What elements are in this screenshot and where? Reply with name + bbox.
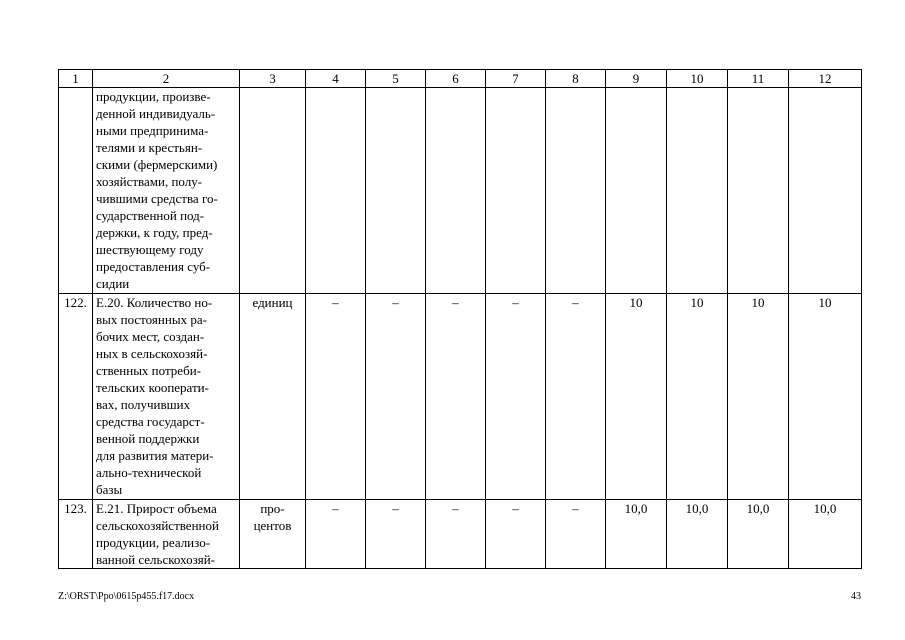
page-number: 43 — [851, 591, 861, 602]
value-cell: 10 — [606, 294, 667, 500]
value-cell: 10,0 — [606, 500, 667, 569]
row-number: 123. — [59, 500, 93, 569]
indicator-description: Е.21. Прирост объема сельскохозяйственной продукции, реализо- ванной сельскохозяй- — [93, 500, 240, 569]
value-cell: – — [486, 294, 546, 500]
row-number: 122. — [59, 294, 93, 500]
value-cell: 10 — [728, 294, 789, 500]
value-cell: – — [306, 294, 366, 500]
value-cell — [366, 88, 426, 294]
indicator-description: продукции, произве- денной индивидуаль- ными предпринима- телями и крестьян- скими (фермерскими) хозяйствами, полу- чившими средства го- сударственной под- держки, к году, пред- шествующему году предоставления суб- сидии — [93, 88, 240, 294]
value-cell — [426, 88, 486, 294]
table-row — [59, 294, 862, 500]
indicator-description: Е.20. Количество но- вых постоянных ра- бочих мест, создан- ных в сельскохозяй- ственных потреби- тельских кооперати- вах, получивших средства государст- венной поддержки для развития матери- ально-технической базы — [93, 294, 240, 500]
value-cell: 10 — [789, 294, 862, 500]
table-row — [59, 500, 862, 569]
value-cell: 10,0 — [667, 500, 728, 569]
value-cell: – — [546, 294, 606, 500]
header-cell: 6 — [426, 70, 486, 88]
value-cell: – — [426, 294, 486, 500]
value-cell — [606, 88, 667, 294]
header-cell: 9 — [606, 70, 667, 88]
header-cell: 4 — [306, 70, 366, 88]
value-cell — [546, 88, 606, 294]
value-cell: – — [486, 500, 546, 569]
value-cell — [486, 88, 546, 294]
data-table — [58, 69, 862, 569]
value-cell: – — [306, 500, 366, 569]
value-cell: 10,0 — [728, 500, 789, 569]
unit-cell: единиц — [240, 294, 306, 500]
value-cell — [789, 88, 862, 294]
header-cell: 11 — [728, 70, 789, 88]
value-cell: – — [546, 500, 606, 569]
header-cell: 5 — [366, 70, 426, 88]
value-cell: – — [366, 294, 426, 500]
header-cell: 10 — [667, 70, 728, 88]
table-row — [59, 88, 862, 294]
header-row — [59, 70, 862, 88]
header-cell: 3 — [240, 70, 306, 88]
unit-cell: про- центов — [240, 500, 306, 569]
unit-cell — [240, 88, 306, 294]
value-cell: 10,0 — [789, 500, 862, 569]
value-cell: – — [366, 500, 426, 569]
header-cell: 1 — [59, 70, 93, 88]
row-number — [59, 88, 93, 294]
value-cell: – — [426, 500, 486, 569]
header-cell: 12 — [789, 70, 862, 88]
header-cell: 7 — [486, 70, 546, 88]
value-cell: 10 — [667, 294, 728, 500]
footer-file-path: Z:\ORST\Ppo\0615p455.f17.docx — [58, 591, 195, 602]
header-cell: 8 — [546, 70, 606, 88]
header-cell: 2 — [93, 70, 240, 88]
value-cell — [728, 88, 789, 294]
value-cell — [306, 88, 366, 294]
value-cell — [667, 88, 728, 294]
